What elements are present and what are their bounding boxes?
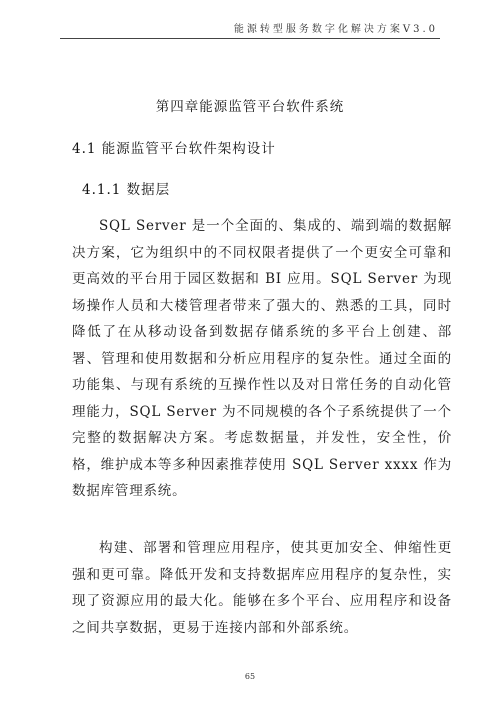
body-paragraph: 构建、部署和管理应用程序，使其更加安全、伸缩性更强和更可靠。降低开发和支持数据库应用程序的复杂性，实现了资源应用的最大化。能够在多个平台、应用程序和设备之间共享数据，更易于连接内部和外部系统。 xyxy=(72,540,452,636)
header-rule xyxy=(60,38,440,39)
running-header: 能源转型服务数字化解决方案V3.0 xyxy=(233,24,438,35)
page-number: 65 xyxy=(244,672,256,681)
section-heading: 4.1 能源监管平台软件架构设计 xyxy=(72,141,276,157)
body-paragraph: SQL Server 是一个全面的、集成的、端到端的数据解决方案，它为组织中的不同权限者提供了一个更安全可靠和更高效的平台用于园区数据和 BI 应用。SQL Server 为现场操作人员和大楼管理者带来了强大的、熟悉的工具，同时降低了在从移动设备到数据存储系统的多平台上创建、部署、管理和使用数据和分析应用程序的复杂性。通过全面的功能集、与现有系统的互操作性以及对日常任务的自动化管理能力，SQL Server 为不同规模的各个子系统提供了一个完整的数据解决方案。考虑数据量，并发性，安全性，价格，维护成本等多种因素推荐使用 SQL Server xxxx 作为数据库管理系统。 xyxy=(72,218,452,499)
chapter-title: 第四章能源监管平台软件系统 xyxy=(155,99,345,115)
subsection-heading: 4.1.1 数据层 xyxy=(82,182,171,198)
